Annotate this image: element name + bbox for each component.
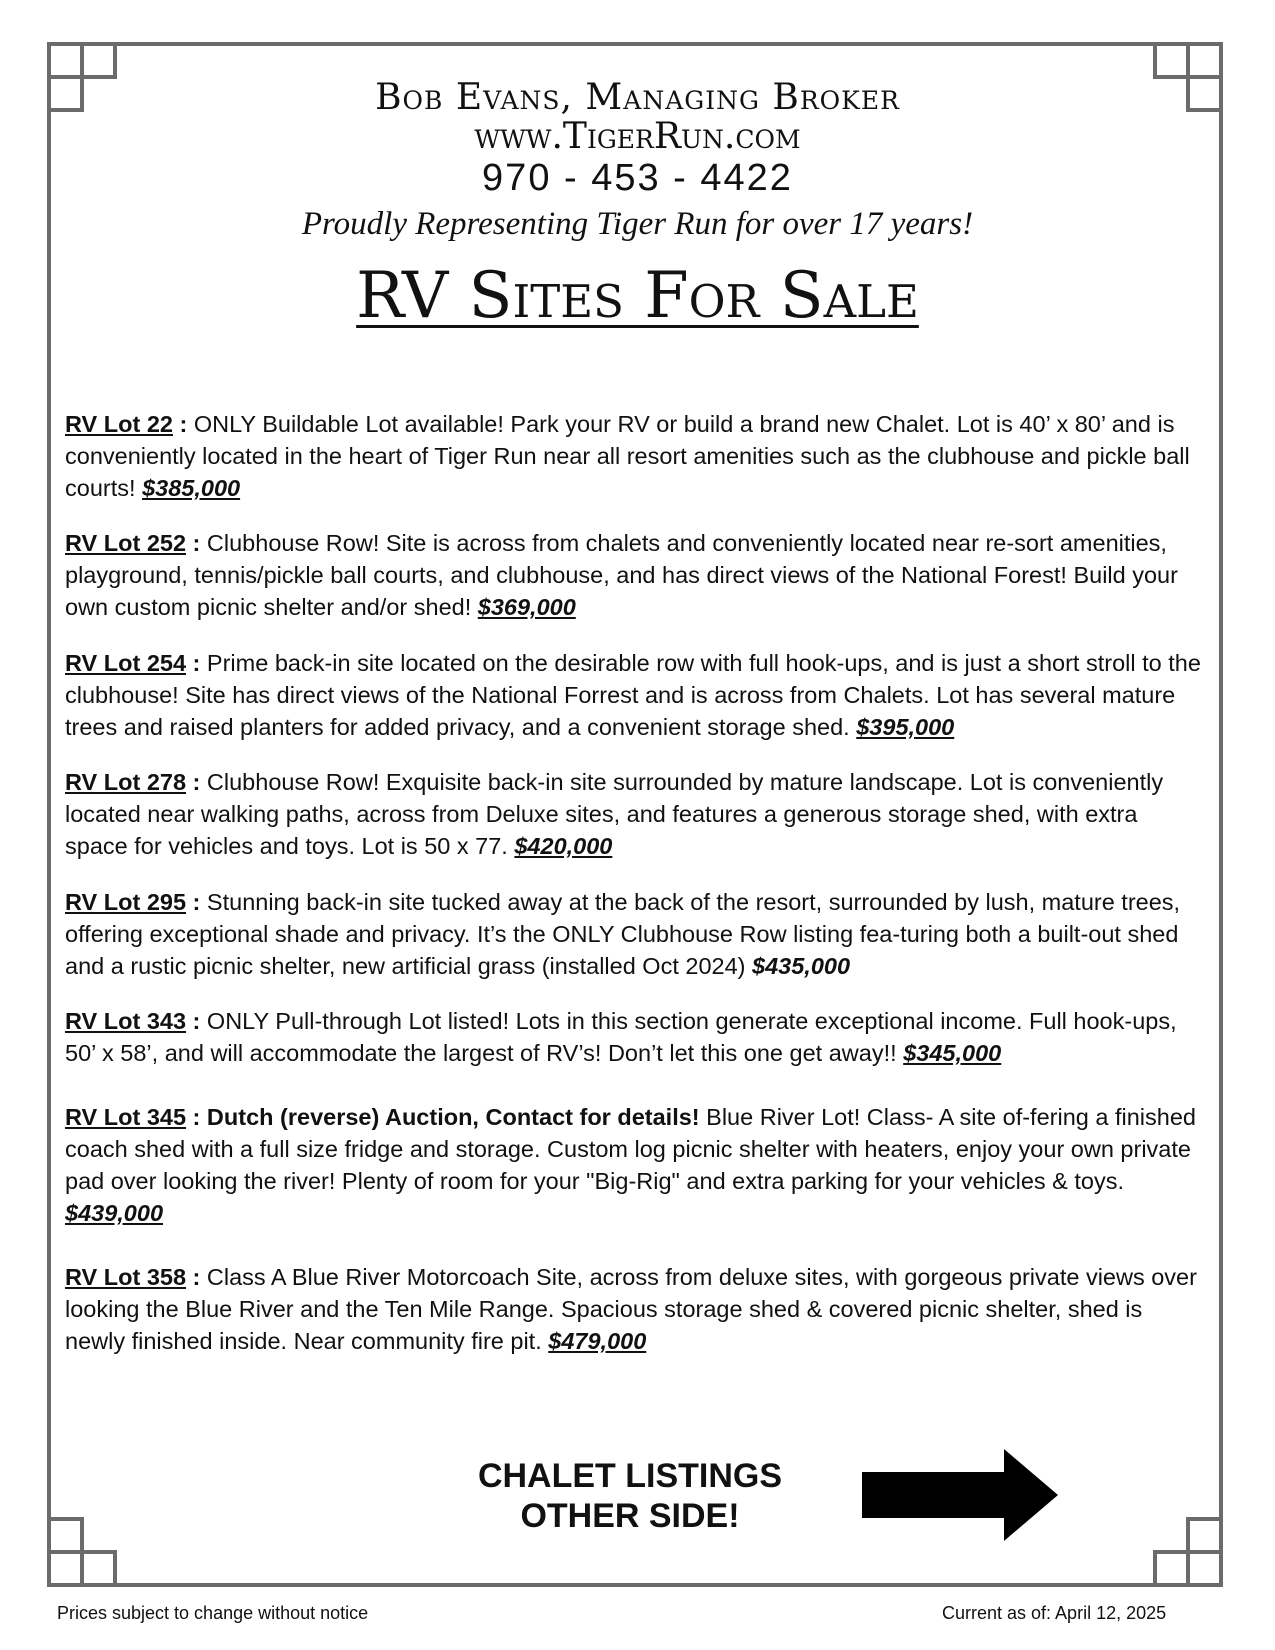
lot-separator: : xyxy=(186,530,201,556)
listing-item xyxy=(65,408,1205,504)
lot-label: RV Lot 295 xyxy=(65,888,187,915)
listings xyxy=(65,384,1205,1373)
lot-separator: : xyxy=(186,769,201,795)
lot-description: Class A Blue River Motorcoach Site, across from deluxe sites, with gorgeous private views over looking the Blue River and the Ten Mile Range. Spacious storage shed & covered picnic shelter, shed is newly finished inside. Near community fire pit. xyxy=(65,1264,1197,1354)
corner-ornament-bottom-right xyxy=(1149,1513,1223,1587)
listing-item xyxy=(65,766,1205,862)
lot-separator: : xyxy=(172,410,188,437)
lot-label: RV Lot 22 xyxy=(65,410,173,437)
phone-number: 970 - 453 - 4422 xyxy=(482,157,793,199)
listing-item xyxy=(65,1005,1205,1069)
lot-price: $479,000 xyxy=(548,1328,647,1354)
listing-item xyxy=(65,886,1205,982)
callout-line-1: CHALET LISTINGS xyxy=(477,1457,783,1495)
lot-highlight: Dutch (reverse) Auction, Contact for details! xyxy=(200,1104,700,1130)
listing-item xyxy=(65,527,1205,623)
lot-price: $435,000 xyxy=(752,952,851,979)
lot-label: RV Lot 345 xyxy=(65,1104,187,1130)
header xyxy=(100,78,1175,332)
lot-label: RV Lot 278 xyxy=(65,769,187,795)
lot-label: RV Lot 358 xyxy=(65,1264,187,1290)
lot-label: RV Lot 252 xyxy=(65,530,187,556)
lot-description: Blue River Lot! Class- A site of-fering a finished coach shed with a full size fridge and storage. Custom log picnic shelter with heaters, enjoy your own private pad over looking the river! Plenty of room for your "Big-Rig" and extra parking for your vehicles & toys. xyxy=(65,1104,1196,1194)
broker-name: Bob Evans, Managing Broker xyxy=(375,77,900,118)
current-as-of-date: Current as of: April 12, 2025 xyxy=(942,1603,1167,1623)
lot-description: ONLY Pull-through Lot listed! Lots in this section generate exceptional income. Full hook-ups, 50’ x 58’, and will accommodate the largest of RV’s! Don’t let this one get away!! xyxy=(65,1008,1177,1066)
arrow-right-icon xyxy=(862,1449,1058,1541)
lot-price: $385,000 xyxy=(142,474,241,501)
lot-label: RV Lot 343 xyxy=(65,1008,187,1034)
lot-price: $369,000 xyxy=(477,594,576,620)
page-title: RV Sites For Sale xyxy=(356,259,919,333)
website-link[interactable]: www.TigerRun.com xyxy=(474,116,801,157)
corner-ornament-bottom-left xyxy=(47,1513,121,1587)
lot-price: $345,000 xyxy=(903,1040,1002,1066)
listing-item xyxy=(65,1101,1205,1229)
chalet-listings-callout xyxy=(440,1456,820,1536)
tagline: Proudly Representing Tiger Run for over 17 years! xyxy=(301,206,974,242)
lot-description: Clubhouse Row! Exquisite back-in site surrounded by mature landscape. Lot is conveniently located near walking paths, across from Deluxe sites, and features a generous storage shed, with extra space for vehicles and toys. Lot is 50 x 77. xyxy=(65,769,1164,859)
listing-item xyxy=(65,647,1205,743)
lot-description: Prime back-in site located on the desirable row with full hook-ups, and is just a short stroll to the clubhouse! Site has direct views of the National Forrest and is across from Chalets. Lot has several mature trees and raised planters for added privacy, and a convenient storage shed. xyxy=(65,649,1201,740)
lot-separator: : xyxy=(186,1104,201,1130)
callout-line-2: OTHER SIDE! xyxy=(520,1497,740,1535)
lot-separator: : xyxy=(186,888,201,915)
lot-separator: : xyxy=(186,1008,201,1034)
lot-price: $420,000 xyxy=(514,833,613,859)
lot-description: Clubhouse Row! Site is across from chalets and conveniently located near re-sort amenities, playground, tennis/pickle ball courts, and clubhouse, and has direct views of the National Forest! Build your own custom picnic shelter and/or shed! xyxy=(65,530,1178,620)
lot-price: $395,000 xyxy=(856,713,955,740)
lot-separator: : xyxy=(186,649,201,676)
price-disclaimer: Prices subject to change without notice xyxy=(57,1603,369,1623)
lot-separator: : xyxy=(186,1264,201,1290)
lot-label: RV Lot 254 xyxy=(65,649,187,676)
lot-description: Stunning back-in site tucked away at the back of the resort, surrounded by lush, mature trees, offering exceptional shade and privacy. It’s the ONLY Clubhouse Row listing fea-turing both a built-out shed and a rustic picnic shelter, new artificial grass (installed Oct 2024) xyxy=(65,888,1181,979)
lot-description: ONLY Buildable Lot available! Park your RV or build a brand new Chalet. Lot is 40’ x 80’ and is conveniently located in the heart of Tiger Run near all resort amenities such as the clubhouse and pickle ball courts! xyxy=(65,410,1190,501)
listing-item xyxy=(65,1261,1205,1357)
arrow-shape xyxy=(862,1449,1058,1541)
lot-price: $439,000 xyxy=(65,1200,164,1226)
